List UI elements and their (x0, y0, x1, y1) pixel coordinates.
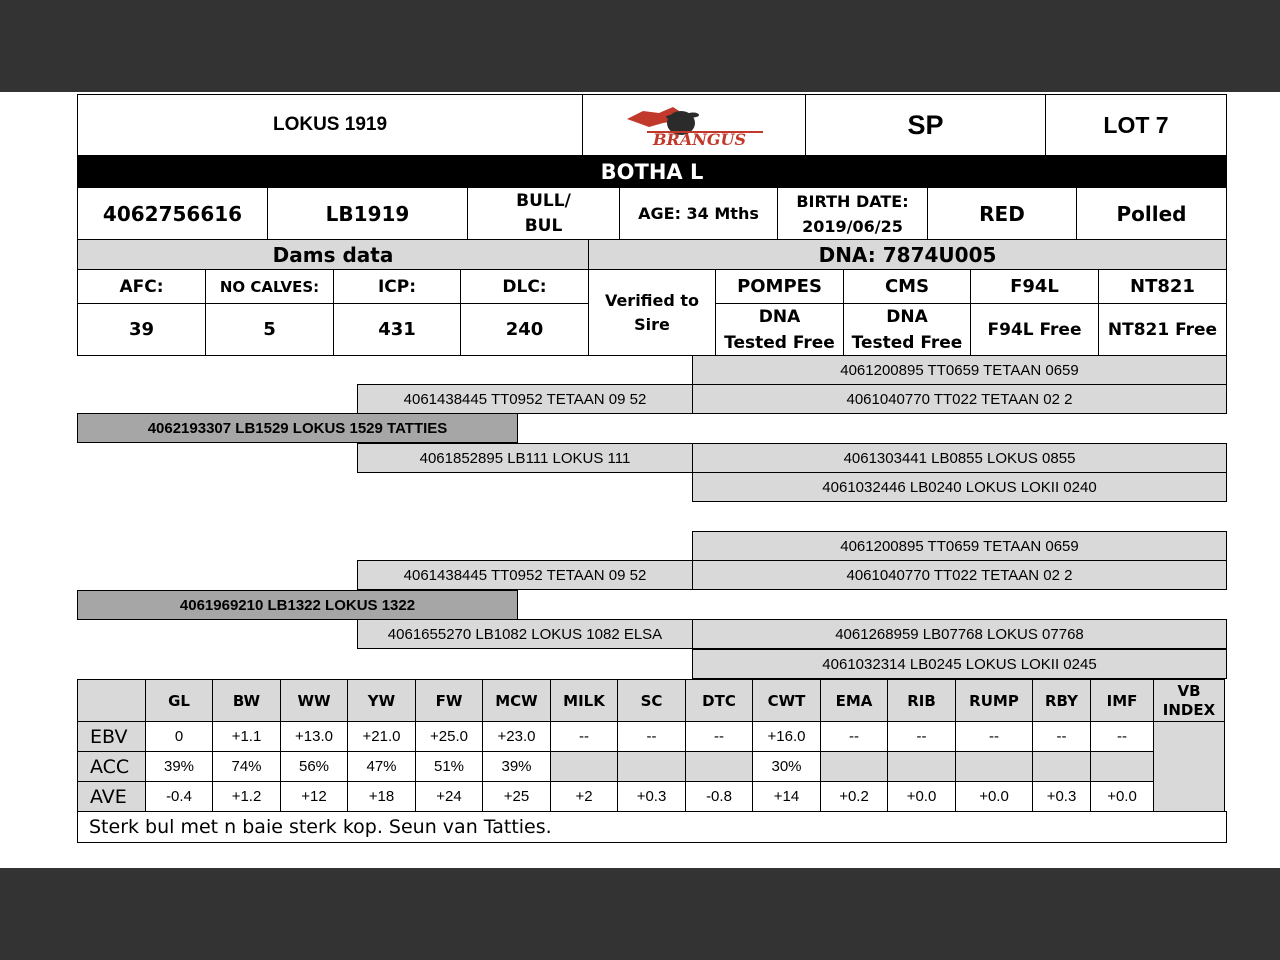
pedigree-dam-dam-sire: 4061268959 LB07768 LOKUS 07768 (692, 619, 1227, 649)
pedigree-sire-dam-sire: 4061303441 LB0855 LOKUS 0855 (692, 443, 1227, 473)
ebv-cell: +23.0 (483, 722, 551, 752)
ebv-col-rib: RIB (888, 680, 956, 722)
birth-date: BIRTH DATE: 2019/06/25 (777, 187, 928, 240)
acc-cell: 39% (146, 752, 213, 782)
ave-cell: +18 (348, 782, 416, 812)
ebv-col-fw: FW (416, 680, 483, 722)
breeder-name: BOTHA L (77, 155, 1227, 188)
dlc-value: 240 (460, 303, 589, 356)
brand-name: BRANGUS (653, 130, 747, 149)
acc-cell: 51% (416, 752, 483, 782)
horn-status: Polled (1076, 187, 1227, 240)
pedigree-sire-dam: 4061852895 LB111 LOKUS 111 (357, 443, 693, 473)
ebv-cell: +21.0 (348, 722, 416, 752)
acc-cell (686, 752, 753, 782)
ave-cell: +2 (551, 782, 618, 812)
ebv-col-dtc: DTC (686, 680, 753, 722)
acc-row (78, 752, 1225, 782)
afc-value: 39 (77, 303, 206, 356)
ave-cell: +0.0 (956, 782, 1033, 812)
ebv-cell: -- (1033, 722, 1091, 752)
test-cms-header: CMS (843, 269, 971, 304)
ebv-corner (78, 680, 146, 722)
animal-colour: RED (927, 187, 1077, 240)
pedigree-dam-dam-dam: 4061032314 LB0245 LOKUS LOKII 0245 (692, 649, 1227, 679)
bull-head-icon (619, 101, 769, 149)
ave-cell: +24 (416, 782, 483, 812)
no-calves-header: NO CALVES: (205, 269, 334, 304)
icp-value: 431 (333, 303, 461, 356)
acc-cell (956, 752, 1033, 782)
test-f94l-header: F94L (970, 269, 1099, 304)
test-pompes-header: POMPES (715, 269, 844, 304)
acc-cell (821, 752, 888, 782)
pedigree-sire: 4062193307 LB1529 LOKUS 1529 TATTIES (77, 413, 518, 443)
dlc-header: DLC: (460, 269, 589, 304)
pedigree-sire-sire-dam: 4061040770 TT022 TETAAN 02 2 (692, 384, 1227, 414)
ebv-cell: -- (1091, 722, 1154, 752)
acc-cell: 30% (753, 752, 821, 782)
acc-cell: 47% (348, 752, 416, 782)
pedigree-dam-sire-sire: 4061200895 TT0659 TETAAN 0659 (692, 531, 1227, 561)
ave-cell: +25 (483, 782, 551, 812)
test-nt821-result: NT821 Free (1098, 303, 1227, 356)
ebv-col-bw: BW (213, 680, 281, 722)
vb-index-value (1154, 722, 1225, 812)
test-nt821-header: NT821 (1098, 269, 1227, 304)
acc-cell: 39% (483, 752, 551, 782)
ebv-row-label: EBV (78, 722, 146, 752)
ave-cell: +0.2 (821, 782, 888, 812)
ave-cell: +0.3 (1033, 782, 1091, 812)
ebv-cell: +25.0 (416, 722, 483, 752)
ebv-cell: -- (686, 722, 753, 752)
ebv-cell: +13.0 (281, 722, 348, 752)
test-f94l-result: F94L Free (970, 303, 1099, 356)
ebv-col-milk: MILK (551, 680, 618, 722)
acc-cell: 74% (213, 752, 281, 782)
ebv-col-rby: RBY (1033, 680, 1091, 722)
ebv-cell: +16.0 (753, 722, 821, 752)
ave-cell: +0.0 (1091, 782, 1154, 812)
ebv-table (77, 679, 1225, 812)
acc-cell (888, 752, 956, 782)
ave-cell: +12 (281, 782, 348, 812)
ebv-cell: 0 (146, 722, 213, 752)
ebv-col-gl: GL (146, 680, 213, 722)
ave-cell: +1.2 (213, 782, 281, 812)
acc-cell (618, 752, 686, 782)
ebv-cell: -- (618, 722, 686, 752)
pedigree-dam-sire: 4061438445 TT0952 TETAAN 09 52 (357, 560, 693, 590)
lot-sheet (0, 92, 1280, 868)
test-pompes-result: DNA Tested Free (715, 303, 844, 356)
animal-name: LOKUS 1919 (77, 94, 583, 156)
acc-cell (551, 752, 618, 782)
ave-cell: -0.8 (686, 782, 753, 812)
pedigree-dam-sire-dam: 4061040770 TT022 TETAAN 02 2 (692, 560, 1227, 590)
brangus-logo (582, 94, 806, 156)
comment: Sterk bul met n baie sterk kop. Seun van Tatties. (77, 811, 1227, 843)
ebv-header-row (78, 680, 1225, 722)
ebv-col-rump: RUMP (956, 680, 1033, 722)
verified-to-sire: Verified to Sire (588, 269, 716, 356)
pedigree-sire-sire-sire: 4061200895 TT0659 TETAAN 0659 (692, 355, 1227, 385)
ave-row (78, 782, 1225, 812)
ave-cell: -0.4 (146, 782, 213, 812)
ebv-col-sc: SC (618, 680, 686, 722)
pedigree-sire-dam-dam: 4061032446 LB0240 LOKUS LOKII 0240 (692, 472, 1227, 502)
animal-sex: BULL/ BUL (467, 187, 620, 240)
test-cms-result: DNA Tested Free (843, 303, 971, 356)
acc-cell (1091, 752, 1154, 782)
ave-cell: +14 (753, 782, 821, 812)
ebv-col-ema: EMA (821, 680, 888, 722)
ave-row-label: AVE (78, 782, 146, 812)
animal-id: 4062756616 (77, 187, 268, 240)
animal-tag: LB1919 (267, 187, 468, 240)
ebv-col-yw: YW (348, 680, 416, 722)
ebv-cell: -- (551, 722, 618, 752)
ebv-cell: -- (956, 722, 1033, 752)
ebv-col-cwt: CWT (753, 680, 821, 722)
ave-cell: +0.3 (618, 782, 686, 812)
acc-row-label: ACC (78, 752, 146, 782)
acc-cell (1033, 752, 1091, 782)
afc-header: AFC: (77, 269, 206, 304)
acc-cell: 56% (281, 752, 348, 782)
pedigree-dam: 4061969210 LB1322 LOKUS 1322 (77, 590, 518, 620)
ebv-row (78, 722, 1225, 752)
icp-header: ICP: (333, 269, 461, 304)
pedigree-sire-sire: 4061438445 TT0952 TETAAN 09 52 (357, 384, 693, 414)
animal-age: AGE: 34 Mths (619, 187, 778, 240)
dams-data-title: Dams data (77, 239, 589, 270)
ebv-cell: -- (821, 722, 888, 752)
ebv-col-imf: IMF (1091, 680, 1154, 722)
dna-number: DNA: 7874U005 (588, 239, 1227, 270)
ebv-col-vb-index: VB INDEX (1154, 680, 1225, 722)
ebv-col-mcw: MCW (483, 680, 551, 722)
grade-label: SP (805, 94, 1046, 156)
ave-cell: +0.0 (888, 782, 956, 812)
ebv-cell: +1.1 (213, 722, 281, 752)
lot-number: LOT 7 (1045, 94, 1227, 156)
no-calves-value: 5 (205, 303, 334, 356)
ebv-cell: -- (888, 722, 956, 752)
pedigree-dam-dam: 4061655270 LB1082 LOKUS 1082 ELSA (357, 619, 693, 649)
ebv-col-ww: WW (281, 680, 348, 722)
